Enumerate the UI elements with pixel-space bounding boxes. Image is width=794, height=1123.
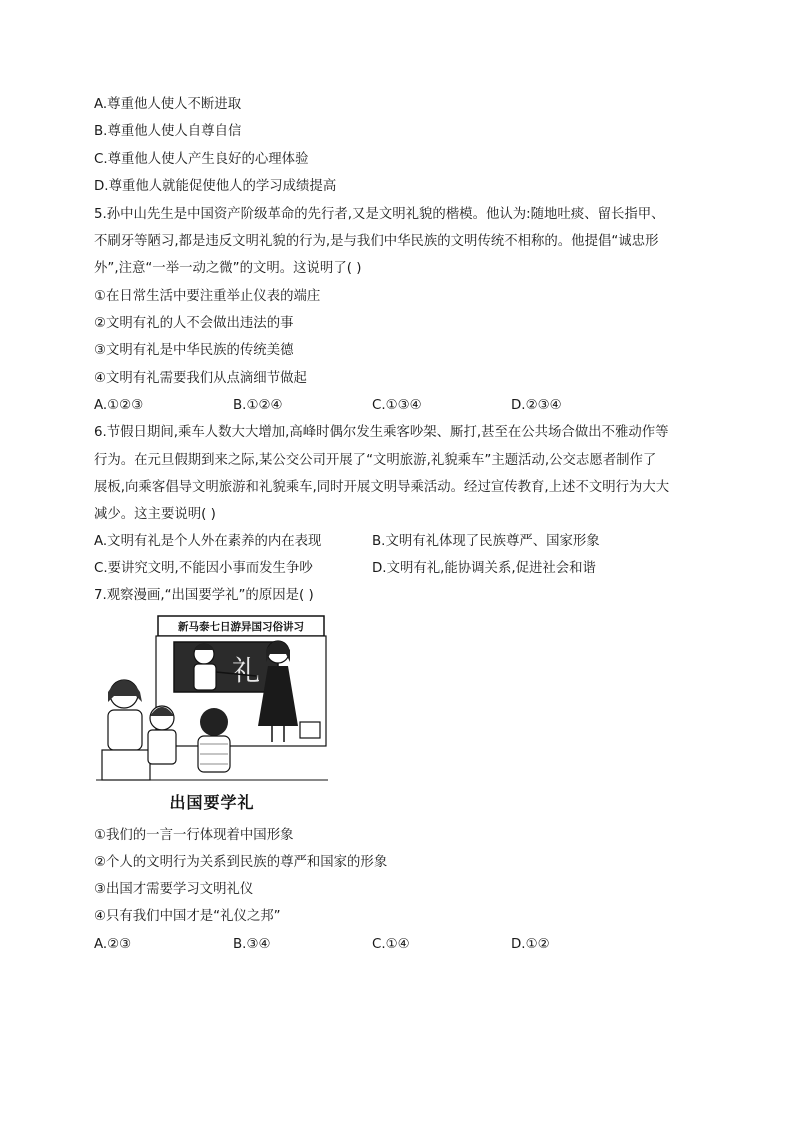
cartoon-child-back-head xyxy=(200,708,228,736)
q5-statement-4: ④文明有礼需要我们从点滴细节做起 xyxy=(94,371,307,386)
q5-statement-2: ②文明有礼的人不会做出违法的事 xyxy=(94,316,294,331)
q6-stem-line-4: 减少。这主要说明( ) xyxy=(94,507,216,522)
q7-statement-2: ②个人的文明行为关系到民族的尊严和国家的形象 xyxy=(94,855,388,870)
q4-option-b: B.尊重他人使人自尊自信 xyxy=(94,124,242,139)
q7-stem: 7.观察漫画,“出国要学礼”的原因是( ) xyxy=(94,588,314,603)
q5-stem-line-2: 不刷牙等陋习,都是违反文明礼貌的行为,是与我们中华民族的文明传统不相称的。他提倡“诚忠形 xyxy=(94,234,659,249)
q6-option-c: C.要讲究文明,不能因小事而发生争吵 xyxy=(94,561,313,576)
q7-statement-4: ④只有我们中国才是“礼仪之邦” xyxy=(94,909,281,924)
q5-statement-3: ③文明有礼是中华民族的传统美德 xyxy=(94,343,294,358)
q5-option-c: C.①③④ xyxy=(372,398,422,413)
q5-statement-1: ①在日常生活中要注重举止仪表的端庄 xyxy=(94,289,321,304)
q6-option-d: D.文明有礼,能协调关系,促进社会和谐 xyxy=(372,561,596,576)
q6-option-a: A.文明有礼是个人外在素养的内在表现 xyxy=(94,534,322,549)
q7-statement-3: ③出国才需要学习文明礼仪 xyxy=(94,882,254,897)
cartoon-audience-woman-body xyxy=(108,710,142,750)
q4-option-c: C.尊重他人使人产生良好的心理体验 xyxy=(94,152,309,167)
q7-option-d: D.①② xyxy=(511,937,550,952)
cartoon-blackboard-char: 礼 xyxy=(231,654,261,687)
q7-option-b: B.③④ xyxy=(233,937,271,952)
cartoon-sign-text: 新马泰七日游异国习俗讲习 xyxy=(178,621,304,633)
cartoon-suitcase xyxy=(300,722,320,738)
q5-option-d: D.②③④ xyxy=(511,398,562,413)
q5-option-b: B.①②④ xyxy=(233,398,283,413)
q7-option-c: C.①④ xyxy=(372,937,410,952)
q7-option-a: A.②③ xyxy=(94,937,132,952)
q7-cartoon xyxy=(96,614,328,814)
q4-option-d: D.尊重他人就能促使他人的学习成绩提高 xyxy=(94,179,337,194)
q6-option-b: B.文明有礼体现了民族尊严、国家形象 xyxy=(372,534,600,549)
q6-stem-line-3: 展板,向乘客倡导文明旅游和礼貌乘车,同时开展文明导乘活动。经过宣传教育,上述不文明行为大大 xyxy=(94,480,670,495)
q7-statement-1: ①我们的一言一行体现着中国形象 xyxy=(94,828,294,843)
cartoon-child-body xyxy=(148,730,176,764)
cartoon-caption: 出国要学礼 xyxy=(169,793,255,812)
q6-stem-line-2: 行为。在元旦假期到来之际,某公交公司开展了“文明旅游,礼貌乘车”主题活动,公交志愿者制作了 xyxy=(94,453,657,468)
q5-stem-line-3: 外”,注意“一举一动之微”的文明。这说明了( ) xyxy=(94,261,362,276)
q6-stem-line-1: 6.节假日期间,乘车人数大大增加,高峰时偶尔发生乘客吵架、厮打,甚至在公共场合做出不雅动作等 xyxy=(94,425,669,440)
cartoon-blackboard xyxy=(174,642,278,692)
cartoon-teacher-left-body xyxy=(194,664,216,690)
cartoon-chair xyxy=(102,750,150,780)
q5-option-a: A.①②③ xyxy=(94,398,144,413)
cartoon-illustration xyxy=(96,614,328,794)
q4-option-a: A.尊重他人使人不断进取 xyxy=(94,97,242,112)
q5-stem-line-1: 5.孙中山先生是中国资产阶级革命的先行者,又是文明礼貌的楷模。他认为:随地吐痰、留长指甲、 xyxy=(94,207,665,222)
